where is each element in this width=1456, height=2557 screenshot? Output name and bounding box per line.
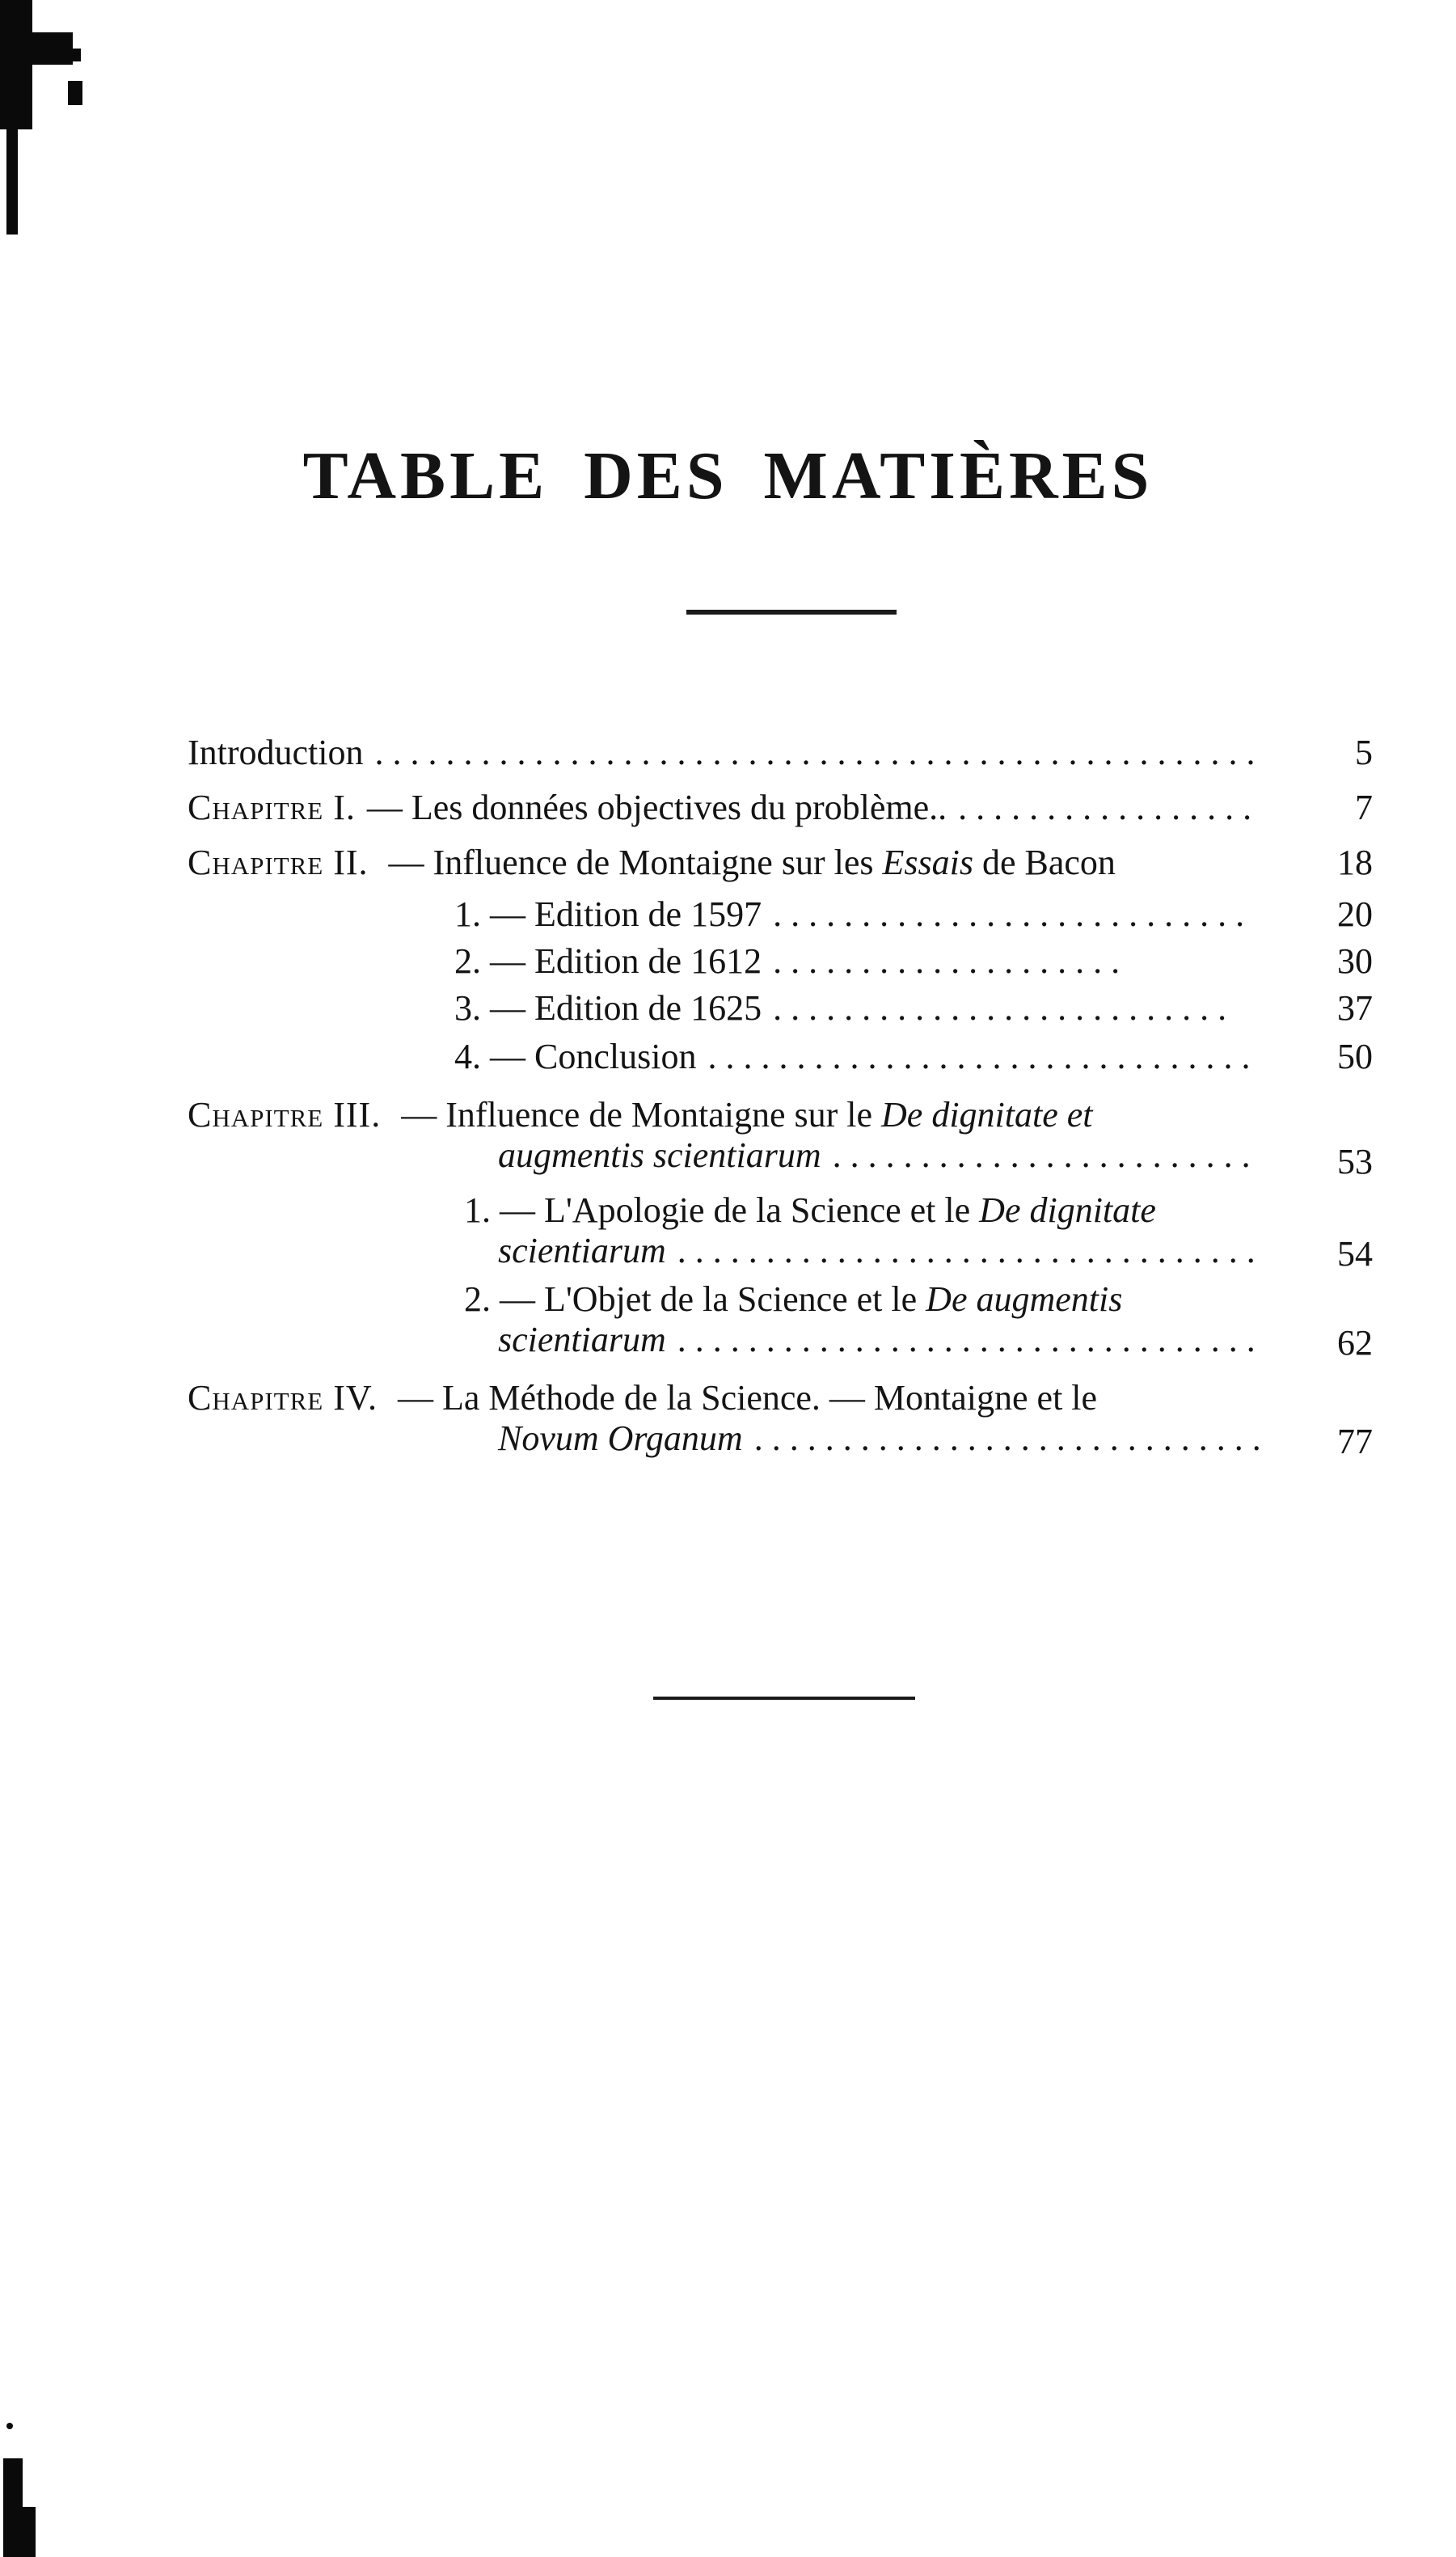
chapter-prefix: Chapitre II.: [188, 843, 369, 882]
toc-label: 4. — Conclusion: [454, 1037, 697, 1076]
toc-label: — La Méthode de la Science. — Montaigne et le: [398, 1378, 1098, 1418]
toc-page-number: 20: [1337, 894, 1373, 934]
dot-leader: [677, 1318, 1261, 1362]
toc-label-italic: De augmentis: [926, 1279, 1123, 1319]
toc-page-number: 7: [1355, 788, 1373, 827]
chapter-prefix: Chapitre I.: [188, 788, 356, 827]
dot-leader: [707, 1035, 1261, 1079]
toc-label: 2. — L'Objet de la Science et le: [464, 1279, 918, 1319]
toc-section-3-2-cont[interactable]: [498, 1318, 1272, 1362]
toc-page-number: 18: [1337, 843, 1373, 882]
toc-page-number: 62: [1337, 1323, 1373, 1363]
toc-page-number: 77: [1337, 1422, 1373, 1461]
toc-entry-chapitre-3[interactable]: [188, 1093, 1093, 1137]
toc-section-2-1[interactable]: [454, 893, 1263, 936]
toc-entry-chapitre-4-cont[interactable]: [498, 1417, 1272, 1460]
toc-label-italic: De dignitate et: [881, 1095, 1093, 1135]
toc-page-number: 30: [1337, 941, 1373, 981]
toc-label: 2. — Edition de 1612: [454, 941, 762, 981]
toc-section-3-1[interactable]: [464, 1189, 1156, 1232]
page-title: TABLE DES MATIÈRES: [302, 438, 1154, 514]
dot-leader: [773, 987, 1235, 1030]
toc-label-italic: Essais: [882, 843, 973, 882]
toc-page-number: 54: [1337, 1234, 1373, 1274]
toc-entry-chapitre-3-cont[interactable]: [498, 1134, 1272, 1177]
toc-section-3-2[interactable]: [464, 1278, 1122, 1321]
toc-label-italic: augmentis scientiarum: [498, 1135, 821, 1175]
dot-leader: [773, 893, 1251, 936]
toc-section-3-1-cont[interactable]: [498, 1229, 1272, 1273]
toc-page-number: 37: [1337, 988, 1373, 1028]
chapter-prefix: Chapitre III.: [188, 1095, 382, 1135]
dot-leader: [375, 731, 1258, 775]
toc-label: — Influence de Montaigne sur les: [388, 843, 874, 882]
toc-label: — Influence de Montaigne sur le: [401, 1095, 873, 1135]
toc-label: 1. — L'Apologie de la Science et le: [464, 1190, 971, 1230]
toc-page-number: 5: [1355, 733, 1373, 772]
toc-entry-chapitre-1[interactable]: [188, 786, 1269, 830]
dot-leader: [773, 940, 1122, 983]
toc-label-italic: De dignitate: [979, 1190, 1156, 1230]
chapter-prefix: Chapitre IV.: [188, 1378, 378, 1418]
toc-label-italic: scientiarum: [498, 1231, 666, 1270]
dot-leader: [833, 1134, 1261, 1177]
end-rule: [653, 1697, 915, 1700]
toc-label-italic: scientiarum: [498, 1320, 666, 1359]
toc-label: — Les données objectives du problème..: [366, 788, 947, 827]
toc-label-italic: Novum Organum: [498, 1418, 743, 1458]
toc-entry-chapitre-2[interactable]: [188, 841, 1116, 885]
dot-leader: [754, 1417, 1261, 1460]
dot-leader: [677, 1229, 1261, 1273]
toc-label: Introduction: [188, 733, 364, 772]
toc-section-2-4[interactable]: [454, 1035, 1272, 1079]
toc-label: 3. — Edition de 1625: [454, 988, 762, 1028]
toc-section-2-3[interactable]: [454, 987, 1247, 1030]
toc-label: de Bacon: [981, 843, 1116, 882]
toc-page-number: 53: [1337, 1142, 1373, 1181]
dot-leader: [958, 786, 1258, 830]
toc-page-number: 50: [1337, 1037, 1373, 1076]
toc-section-2-2[interactable]: [454, 940, 1133, 983]
toc-label: 1. — Edition de 1597: [454, 894, 762, 934]
toc-entry-chapitre-4[interactable]: [188, 1376, 1097, 1420]
toc-entry-introduction[interactable]: [188, 731, 1269, 775]
